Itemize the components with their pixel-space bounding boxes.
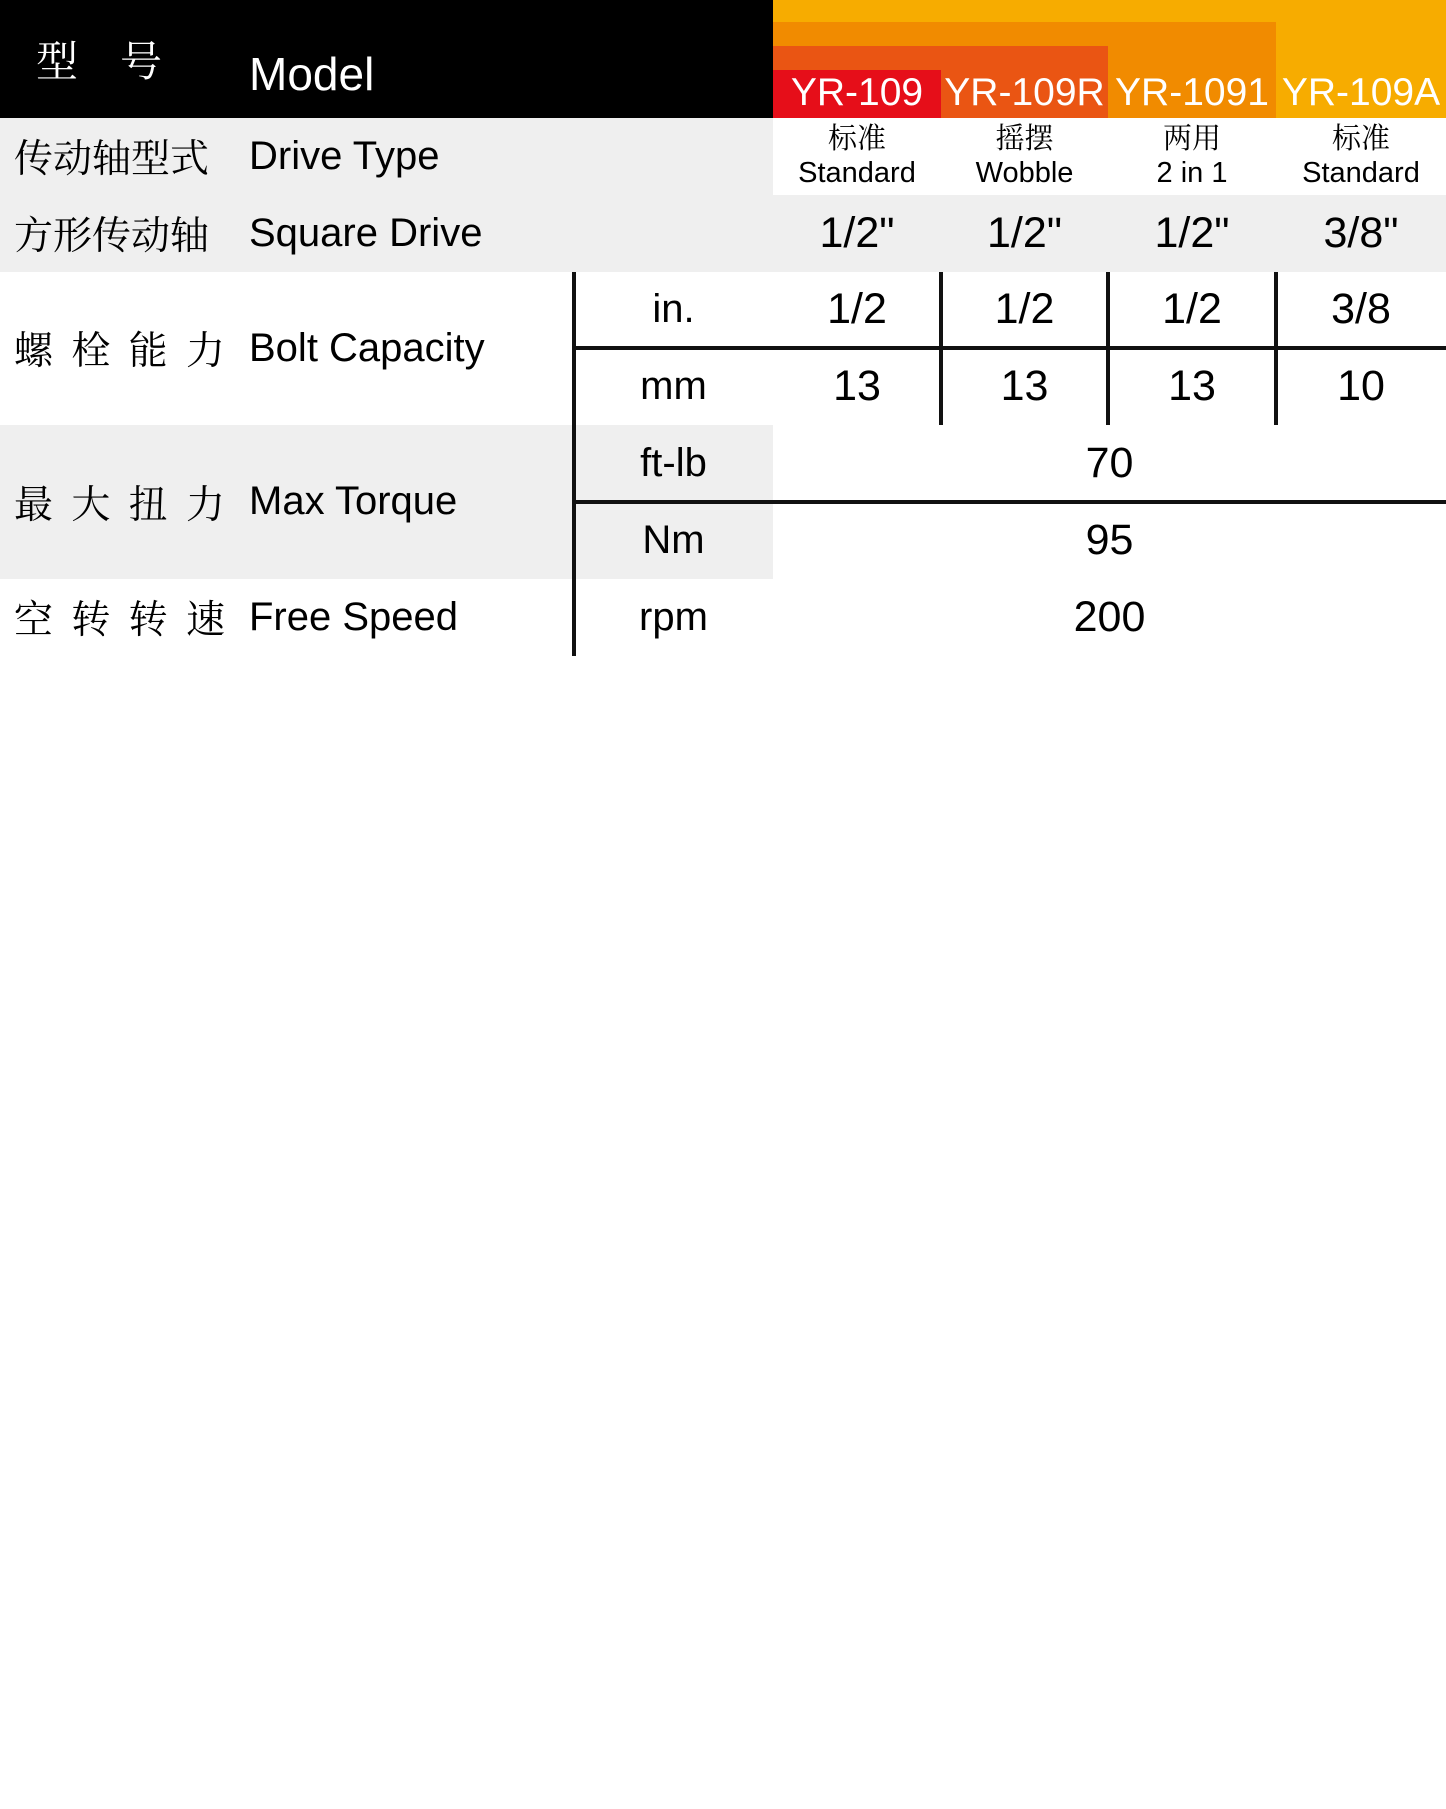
max-torque-zh-char: 大 — [71, 482, 111, 528]
free-speed-unit-text: rpm — [639, 594, 708, 639]
bolt-capacity-value-text: 1/2 — [994, 285, 1055, 334]
column-divider — [1274, 272, 1278, 426]
drive-type-value — [773, 118, 941, 195]
bolt-capacity-zh-char: 力 — [185, 329, 225, 375]
bolt-capacity-value-text: 1/2 — [1162, 285, 1222, 334]
max-torque-value — [773, 425, 1446, 502]
model-name-yr-109r: YR-109R — [944, 71, 1105, 114]
drive-type-value-zh: 摇摆 — [995, 122, 1054, 155]
drive-type-value-en: Wobble — [975, 157, 1074, 190]
square-drive-value-text: 1/2" — [819, 208, 895, 257]
bolt-capacity-unit — [574, 348, 773, 425]
max-torque-en: Max Torque — [249, 479, 458, 524]
free-speed-zh-char: 速 — [185, 598, 225, 644]
max-torque-unit-text: Nm — [642, 517, 705, 562]
square-drive-value-text: 1/2" — [1154, 208, 1230, 257]
max-torque-value — [773, 502, 1446, 579]
drive-type-value-zh: 标准 — [827, 122, 886, 155]
free-speed-label-en — [239, 579, 574, 656]
bolt-capacity-value-text: 3/8 — [1331, 285, 1391, 334]
free-speed-en: Free Speed — [249, 594, 459, 639]
bolt-capacity-value-text: 10 — [1337, 362, 1385, 411]
bolt-capacity-zh-char: 螺 — [14, 329, 54, 375]
bolt-capacity-zh-char: 栓 — [71, 329, 111, 375]
square-drive-label-en — [239, 195, 773, 272]
square-drive-value — [1276, 195, 1446, 272]
model-name-yr-1091: YR-1091 — [1115, 71, 1269, 114]
drive-type-value-en: Standard — [1302, 157, 1420, 190]
drive-type-value — [1108, 118, 1276, 195]
free-speed-value-text: 200 — [1073, 592, 1146, 641]
max-torque-unit-text: ft-lb — [640, 441, 707, 486]
bolt-capacity-value — [773, 348, 941, 425]
drive-type-label-zh — [0, 118, 239, 195]
bolt-capacity-value-text: 13 — [833, 362, 881, 411]
free-speed-zh-char: 转 — [71, 598, 111, 644]
model-label-zh-text: 型 号 — [36, 37, 163, 86]
square-drive-label-zh — [0, 195, 239, 272]
square-drive-zh: 方形传动轴 — [14, 214, 210, 260]
bolt-capacity-zh-char: 能 — [128, 329, 168, 375]
free-speed-unit — [574, 579, 773, 656]
bolt-capacity-value-text: 1/2 — [827, 285, 887, 334]
max-torque-label-zh — [0, 425, 239, 579]
model-label-zh — [0, 0, 239, 118]
square-drive-value — [1108, 195, 1276, 272]
bolt-capacity-value-text: 13 — [1168, 362, 1216, 411]
max-torque-unit — [574, 425, 773, 502]
bolt-capacity-value — [941, 272, 1108, 349]
bolt-capacity-unit — [574, 272, 773, 349]
sub-row-divider — [574, 346, 1446, 350]
square-drive-value — [773, 195, 941, 272]
free-speed-zh-char: 转 — [128, 598, 168, 644]
bolt-capacity-unit-text: mm — [640, 364, 707, 409]
drive-type-label-en — [239, 118, 773, 195]
bolt-capacity-value — [1276, 348, 1446, 425]
drive-type-value-en: 2 in 1 — [1156, 157, 1228, 190]
model-label-en — [239, 0, 773, 118]
max-torque-zh-char: 力 — [185, 482, 225, 528]
column-divider — [572, 579, 576, 656]
square-drive-en: Square Drive — [249, 210, 483, 255]
bolt-capacity-value — [773, 272, 941, 349]
bolt-capacity-value — [1276, 272, 1446, 349]
free-speed-zh-char: 空 — [14, 598, 54, 644]
max-torque-value-text: 95 — [1085, 515, 1134, 564]
drive-type-value — [1276, 118, 1446, 195]
square-drive-value-text: 3/8" — [1323, 208, 1399, 257]
drive-type-value-zh: 两用 — [1162, 122, 1221, 155]
column-divider — [572, 272, 576, 426]
drive-type-value — [941, 118, 1108, 195]
model-name-yr-109: YR-109 — [790, 71, 924, 114]
bolt-capacity-value — [1108, 348, 1276, 425]
square-drive-value-text: 1/2" — [986, 208, 1063, 257]
sub-row-divider — [574, 500, 1446, 504]
bolt-capacity-value-text: 13 — [1000, 362, 1049, 411]
column-divider — [939, 272, 943, 426]
max-torque-zh-char: 扭 — [128, 482, 168, 528]
bolt-capacity-label-zh — [0, 272, 239, 426]
drive-type-value-zh: 标准 — [1331, 122, 1390, 155]
drive-type-en: Drive Type — [249, 133, 440, 178]
max-torque-unit — [574, 502, 773, 579]
square-drive-value — [941, 195, 1108, 272]
bolt-capacity-value — [941, 348, 1108, 425]
model-label-en-text: Model — [249, 48, 375, 100]
bolt-capacity-label-en — [239, 272, 574, 426]
max-torque-label-en — [239, 425, 574, 579]
drive-type-zh: 传动轴型式 — [14, 137, 210, 183]
bolt-capacity-unit-text: in. — [652, 287, 695, 332]
free-speed-value — [773, 579, 1446, 656]
drive-type-value-en: Standard — [798, 157, 916, 190]
model-name-yr-109a: YR-109A — [1281, 71, 1441, 114]
bolt-capacity-value — [1108, 272, 1276, 349]
max-torque-zh-char: 最 — [14, 482, 54, 528]
column-divider — [572, 425, 576, 579]
column-divider — [1106, 272, 1110, 426]
max-torque-value-text: 70 — [1085, 439, 1134, 488]
free-speed-label-zh — [0, 579, 239, 656]
bolt-capacity-en: Bolt Capacity — [249, 325, 485, 370]
